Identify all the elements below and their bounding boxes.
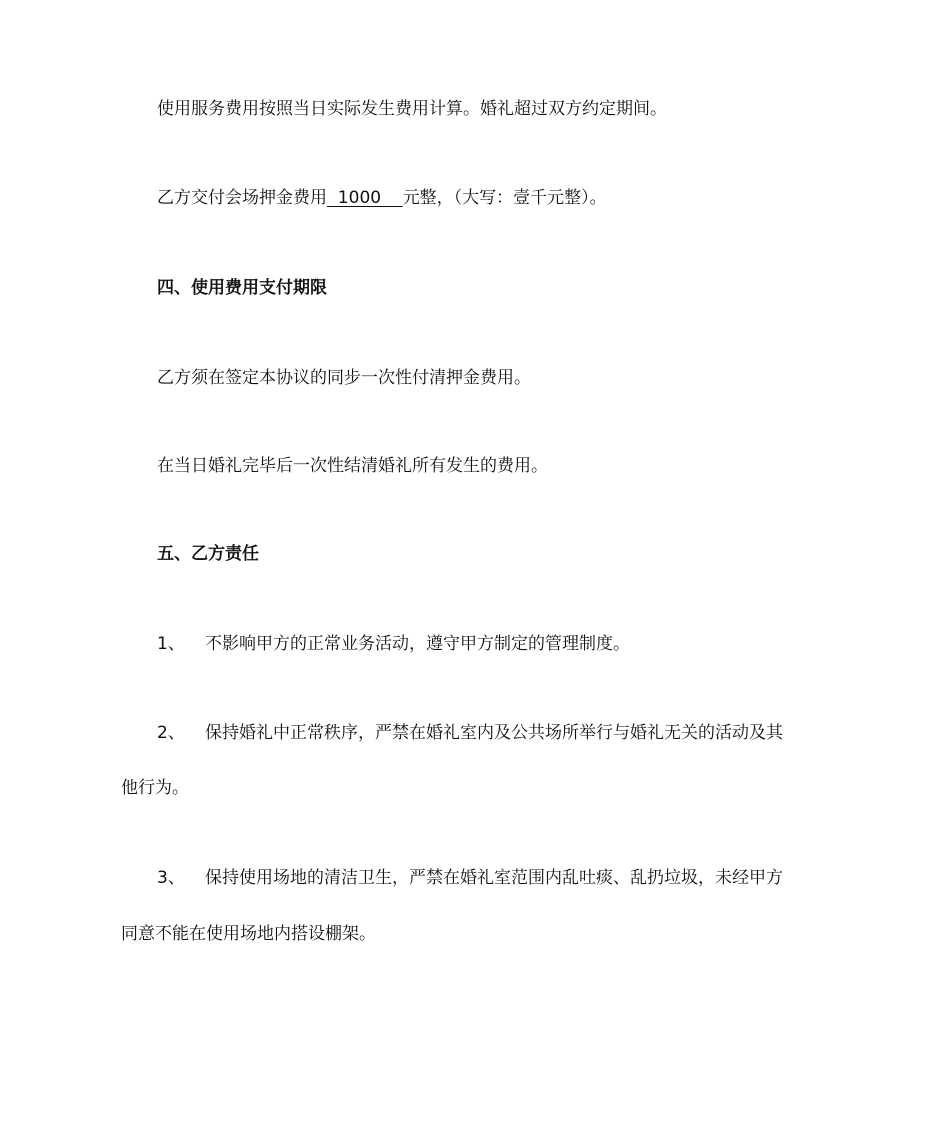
list-item <box>157 632 630 656</box>
section-heading-party-b-responsibility: 五、乙方责任 <box>157 544 259 564</box>
deposit-text-before: 乙方交付会场押金费用 <box>157 188 327 208</box>
list-item-text: 保持使用场地的清洁卫生，严禁在婚礼室范围内乱吐痰、乱扔垃圾，未经甲方 <box>205 868 783 888</box>
list-item <box>157 866 783 890</box>
paragraph-final-settlement: 在当日婚礼完毕后一次性结清婚礼所有发生的费用。 <box>157 456 548 476</box>
section-heading-payment-deadline: 四、使用费用支付期限 <box>157 278 327 298</box>
list-item-number: 3、 <box>157 868 185 888</box>
paragraph-service-fee <box>157 97 667 121</box>
list-item-number: 2、 <box>157 723 185 743</box>
list-item <box>157 721 783 745</box>
paragraph-service-fee-text: 使用服务费用按照当日实际发生费用计算。婚礼超过双方约定期间。 <box>157 99 667 119</box>
list-item-text: 不影响甲方的正常业务活动，遵守甲方制定的管理制度。 <box>205 634 630 654</box>
deposit-amount: 1000 <box>327 188 403 208</box>
list-item-number: 1、 <box>157 634 185 654</box>
paragraph-deposit-timing: 乙方须在签定本协议的同步一次性付清押金费用。 <box>157 368 531 388</box>
list-item-continuation: 他行为。 <box>121 778 189 798</box>
list-item-text: 保持婚礼中正常秩序，严禁在婚礼室内及公共场所举行与婚礼无关的活动及其 <box>205 723 783 743</box>
paragraph-deposit <box>157 186 607 210</box>
deposit-text-after: 元整，（大写：壹千元整）。 <box>402 188 607 208</box>
list-item-continuation: 同意不能在使用场地内搭设棚架。 <box>121 924 376 944</box>
